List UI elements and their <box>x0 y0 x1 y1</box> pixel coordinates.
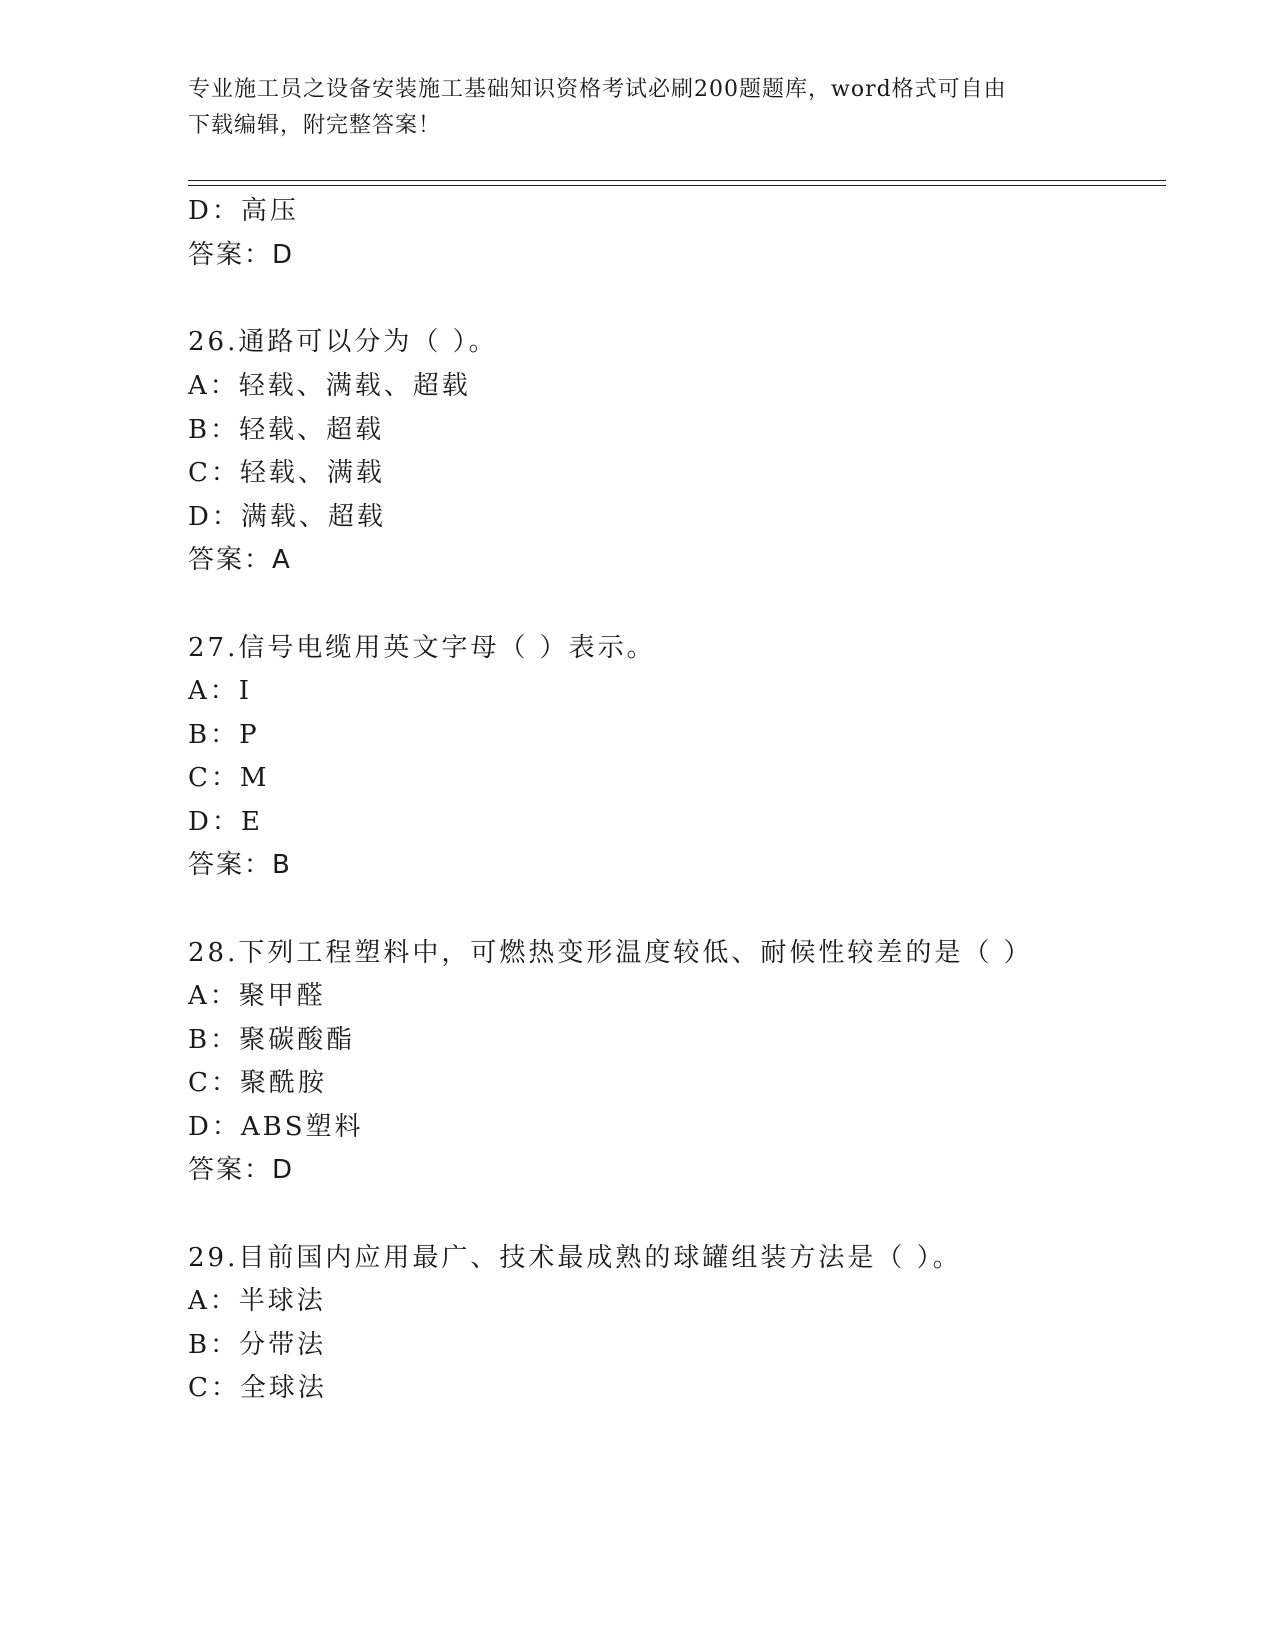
q27-option-b: B：P <box>188 720 260 750</box>
q27-answer: 答案：B <box>188 850 292 880</box>
q29-question: 29.目前国内应用最广、技术最成熟的球罐组装方法是（ ）。 <box>188 1243 962 1273</box>
q26-question: 26.通路可以分为（ ）。 <box>188 327 498 357</box>
header-rule-top <box>188 180 1166 181</box>
q28-question: 28.下列工程塑料中，可燃热变形温度较低、耐候性较差的是（ ） <box>188 938 1033 968</box>
q26-option-c: C：轻载、满载 <box>188 458 385 488</box>
q29-option-a: A：半球法 <box>188 1286 326 1316</box>
prev-option-d: D：高压 <box>188 196 299 226</box>
q29-option-c: C：全球法 <box>188 1373 327 1403</box>
prev-answer: 答案：D <box>188 240 295 270</box>
q27-question: 27.信号电缆用英文字母（ ）表示。 <box>188 633 656 663</box>
header-line-1: 专业施工员之设备安装施工基础知识资格考试必刷200题题库，word格式可自由 <box>188 77 1007 102</box>
q28-option-c: C：聚酰胺 <box>188 1068 327 1098</box>
q28-option-d: D：ABS塑料 <box>188 1112 364 1142</box>
q26-option-d: D：满载、超载 <box>188 502 386 532</box>
document-header <box>188 72 1088 144</box>
q26-answer: 答案：A <box>188 545 292 575</box>
header-line-2: 下载编辑，附完整答案！ <box>188 113 442 138</box>
q29-option-b: B：分带法 <box>188 1330 327 1360</box>
q28-answer: 答案：D <box>188 1155 295 1185</box>
q26-option-a: A：轻载、满载、超载 <box>188 371 471 401</box>
q28-option-a: A：聚甲醛 <box>188 981 326 1011</box>
header-rule-bottom <box>188 185 1166 186</box>
q27-option-c: C：M <box>188 763 270 793</box>
q26-option-b: B：轻载、超载 <box>188 415 385 445</box>
q27-option-d: D：E <box>188 807 263 837</box>
q27-option-a: A：I <box>188 676 253 706</box>
q28-option-b: B：聚碳酸酯 <box>188 1025 356 1055</box>
